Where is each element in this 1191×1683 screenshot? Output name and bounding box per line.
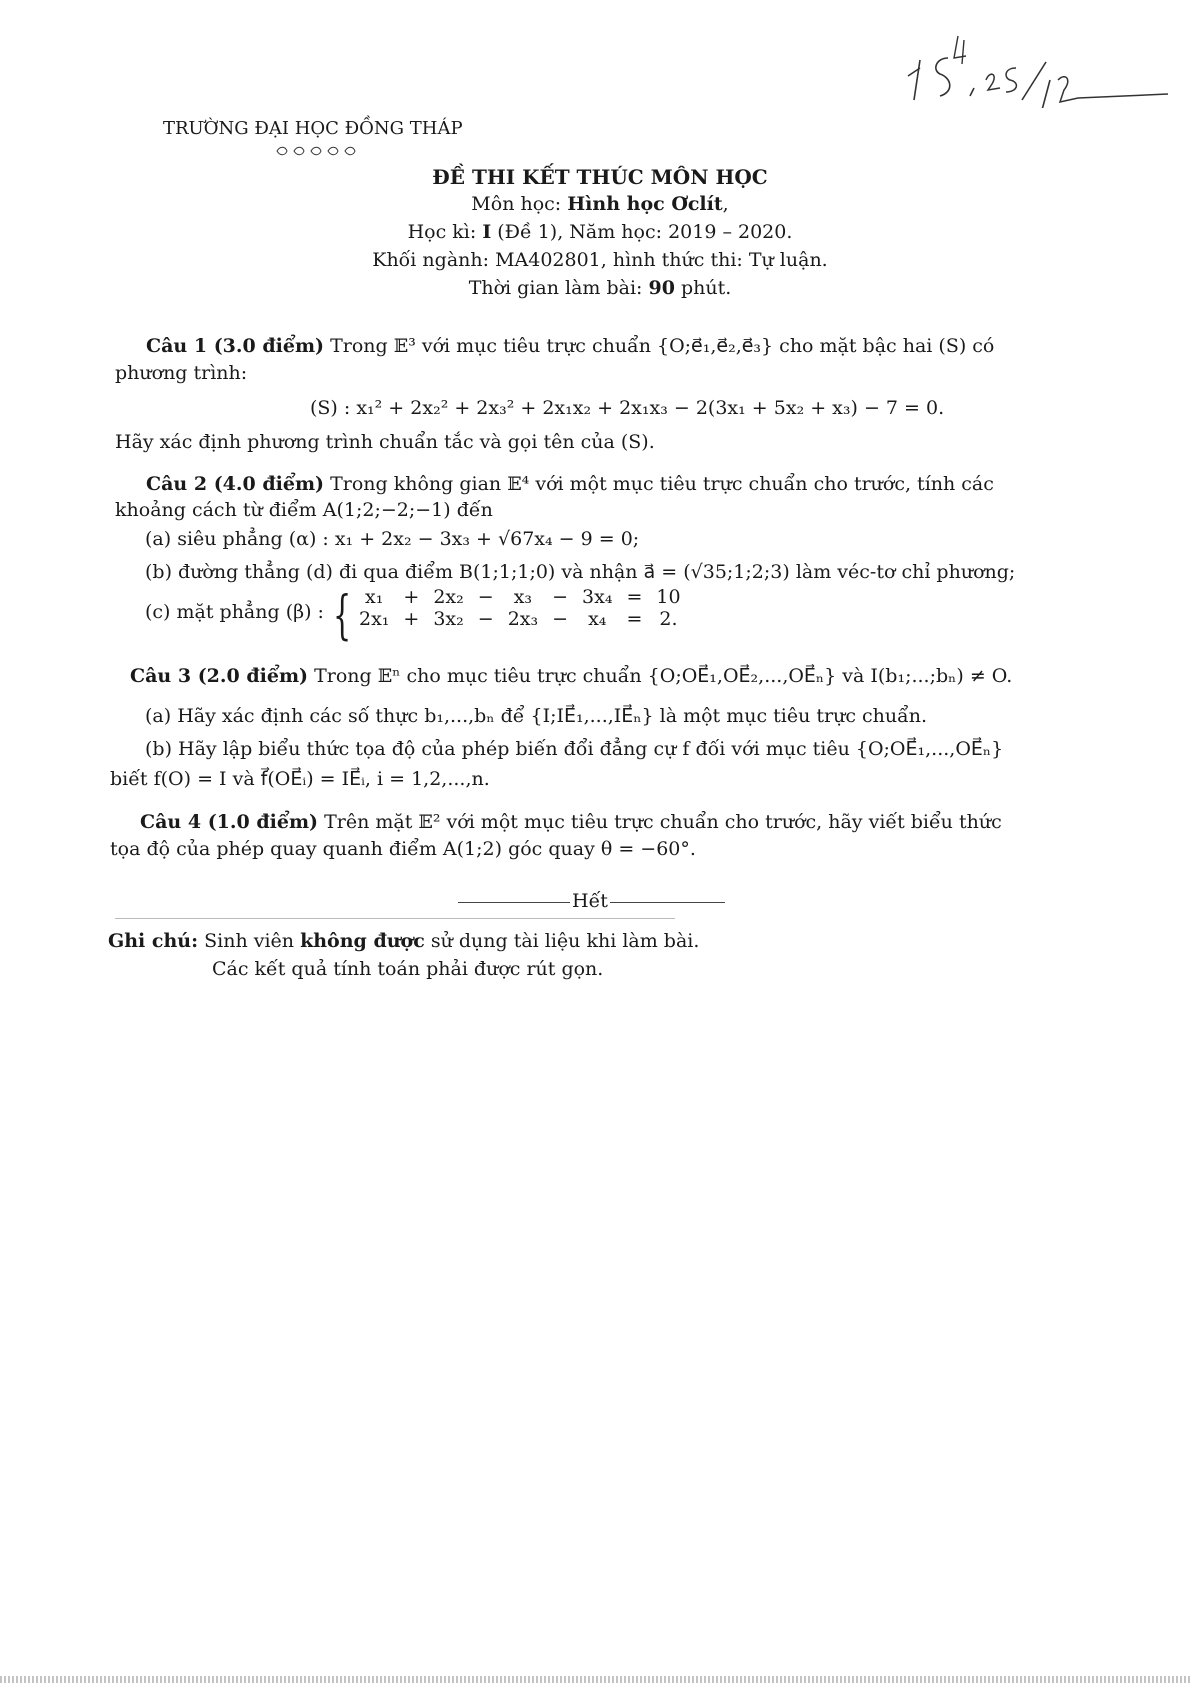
question-4-line-1 bbox=[140, 811, 1002, 833]
scan-edge bbox=[0, 1676, 1191, 1683]
system-cell: 3x₄ bbox=[582, 586, 613, 608]
question-4-text: Trên mặt 𝔼² với một mục tiêu trực chuẩn cho trước, hãy viết biểu thức bbox=[318, 811, 1002, 833]
note-text-a: Sinh viên bbox=[198, 930, 301, 952]
system-cell: 2x₁ bbox=[359, 608, 390, 630]
system-cell: + bbox=[403, 586, 420, 608]
question-2-label: Câu 2 (4.0 điểm) bbox=[146, 473, 325, 495]
ornament-icon bbox=[275, 146, 361, 156]
question-2-part-c-label: (c) mặt phẳng (β) : bbox=[145, 601, 324, 623]
system-cell: x₃ bbox=[513, 586, 533, 608]
semester-line bbox=[300, 221, 900, 243]
system-cell: + bbox=[403, 608, 420, 630]
question-1-text: Trong 𝔼³ với mục tiêu trực chuẩn {O;e⃗₁,e⃗₂,e⃗₃} cho mặt bậc hai (S) có bbox=[324, 335, 995, 357]
question-3-label: Câu 3 (2.0 điểm) bbox=[130, 665, 309, 687]
subject-name: Hình học Ơclít bbox=[567, 193, 723, 215]
note-line-1 bbox=[108, 930, 699, 952]
system-cell: − bbox=[552, 586, 569, 608]
question-2-text: Trong không gian 𝔼⁴ với một mục tiêu trực chuẩn cho trước, tính các bbox=[324, 473, 994, 495]
semester-prefix: Học kì: bbox=[407, 221, 483, 243]
time-suffix: phút. bbox=[674, 277, 732, 299]
note-text-b: sử dụng tài liệu khi làm bài. bbox=[424, 930, 700, 952]
semester-suffix: (Đề 1), Năm học: 2019 – 2020. bbox=[491, 221, 793, 243]
system-row-1 bbox=[352, 586, 688, 608]
question-3-part-b-line-1: (b) Hãy lập biểu thức tọa độ của phép biến đổi đẳng cự f đối với mục tiêu {O;OE⃗₁,...,OE⃗ₙ} bbox=[145, 738, 1004, 760]
end-mark: Hết bbox=[572, 890, 608, 912]
question-1-equation: (S) : x₁² + 2x₂² + 2x₃² + 2x₁x₂ + 2x₁x₃ − 2(3x₁ + 5x₂ + x₃) − 7 = 0. bbox=[310, 397, 945, 419]
semester-value: I bbox=[482, 221, 492, 243]
system-cell: − bbox=[552, 608, 569, 630]
system-cell: − bbox=[477, 586, 494, 608]
subject-suffix: , bbox=[722, 193, 729, 215]
question-2-system bbox=[352, 586, 688, 630]
note-line-2: Các kết quả tính toán phải được rút gọn. bbox=[212, 958, 604, 980]
system-cell: 10 bbox=[656, 586, 681, 608]
exam-title: ĐỀ THI KẾT THÚC MÔN HỌC bbox=[432, 165, 768, 189]
system-brace: { bbox=[333, 586, 352, 646]
system-cell: 2x₃ bbox=[507, 608, 539, 630]
question-2-part-a: (a) siêu phẳng (α) : x₁ + 2x₂ − 3x₃ + √67x₄ − 9 = 0; bbox=[145, 528, 640, 550]
question-2-line-1 bbox=[146, 473, 994, 495]
school-name: TRƯỜNG ĐẠI HỌC ĐỒNG THÁP bbox=[163, 118, 463, 139]
question-2-line-2: khoảng cách từ điểm A(1;2;−2;−1) đến bbox=[115, 499, 493, 521]
course-code-line: Khối ngành: MA402801, hình thức thi: Tự luận. bbox=[372, 249, 828, 271]
question-3-part-a: (a) Hãy xác định các số thực b₁,...,bₙ để {I;IE⃗₁,...,IE⃗ₙ} là một mục tiêu trực chuẩn. bbox=[145, 705, 928, 727]
system-cell: = bbox=[626, 586, 643, 608]
system-cell: 2. bbox=[659, 608, 678, 630]
system-cell: x₁ bbox=[365, 586, 384, 608]
question-2-part-b: (b) đường thẳng (d) đi qua điểm B(1;1;1;0) và nhận a⃗ = (√35;1;2;3) làm véc-tơ chỉ phương; bbox=[145, 561, 1016, 583]
faint-divider bbox=[115, 918, 675, 919]
time-prefix: Thời gian làm bài: bbox=[468, 277, 649, 299]
note-label: Ghi chú: bbox=[108, 930, 199, 952]
system-row-2 bbox=[352, 608, 688, 630]
question-3-line-1 bbox=[130, 665, 1012, 687]
system-cell: 3x₂ bbox=[433, 608, 464, 630]
time-value: 90 bbox=[648, 277, 675, 299]
system-cell: 2x₂ bbox=[433, 586, 464, 608]
end-line-left bbox=[458, 902, 570, 903]
question-3-part-b-line-2: biết f(O) = I và f⃗(OE⃗ᵢ) = IE⃗ᵢ, i = 1,2,...,n. bbox=[110, 768, 490, 790]
end-line-right bbox=[610, 902, 725, 903]
system-cell: x₄ bbox=[588, 608, 607, 630]
ornament-divider bbox=[275, 146, 361, 159]
subject-prefix: Môn học: bbox=[471, 193, 568, 215]
system-cell: − bbox=[477, 608, 494, 630]
question-4-label: Câu 4 (1.0 điểm) bbox=[140, 811, 319, 833]
subject-line bbox=[300, 193, 900, 215]
question-4-line-2: tọa độ của phép quay quanh điểm A(1;2) góc quay θ = −60°. bbox=[110, 838, 696, 860]
question-1-line-1 bbox=[146, 335, 994, 357]
handwritten-note bbox=[900, 18, 1170, 108]
question-1-label: Câu 1 (3.0 điểm) bbox=[146, 335, 325, 357]
time-line bbox=[300, 277, 900, 299]
question-3-text: Trong 𝔼ⁿ cho mục tiêu trực chuẩn {O;OE⃗₁,OE⃗₂,...,OE⃗ₙ} và I(b₁;...;bₙ) ≠ O. bbox=[308, 665, 1013, 687]
question-1-line-3: Hãy xác định phương trình chuẩn tắc và gọi tên của (S). bbox=[115, 431, 655, 453]
note-emphasis: không được bbox=[300, 930, 425, 952]
system-cell: = bbox=[626, 608, 643, 630]
question-1-line-2: phương trình: bbox=[115, 362, 248, 384]
